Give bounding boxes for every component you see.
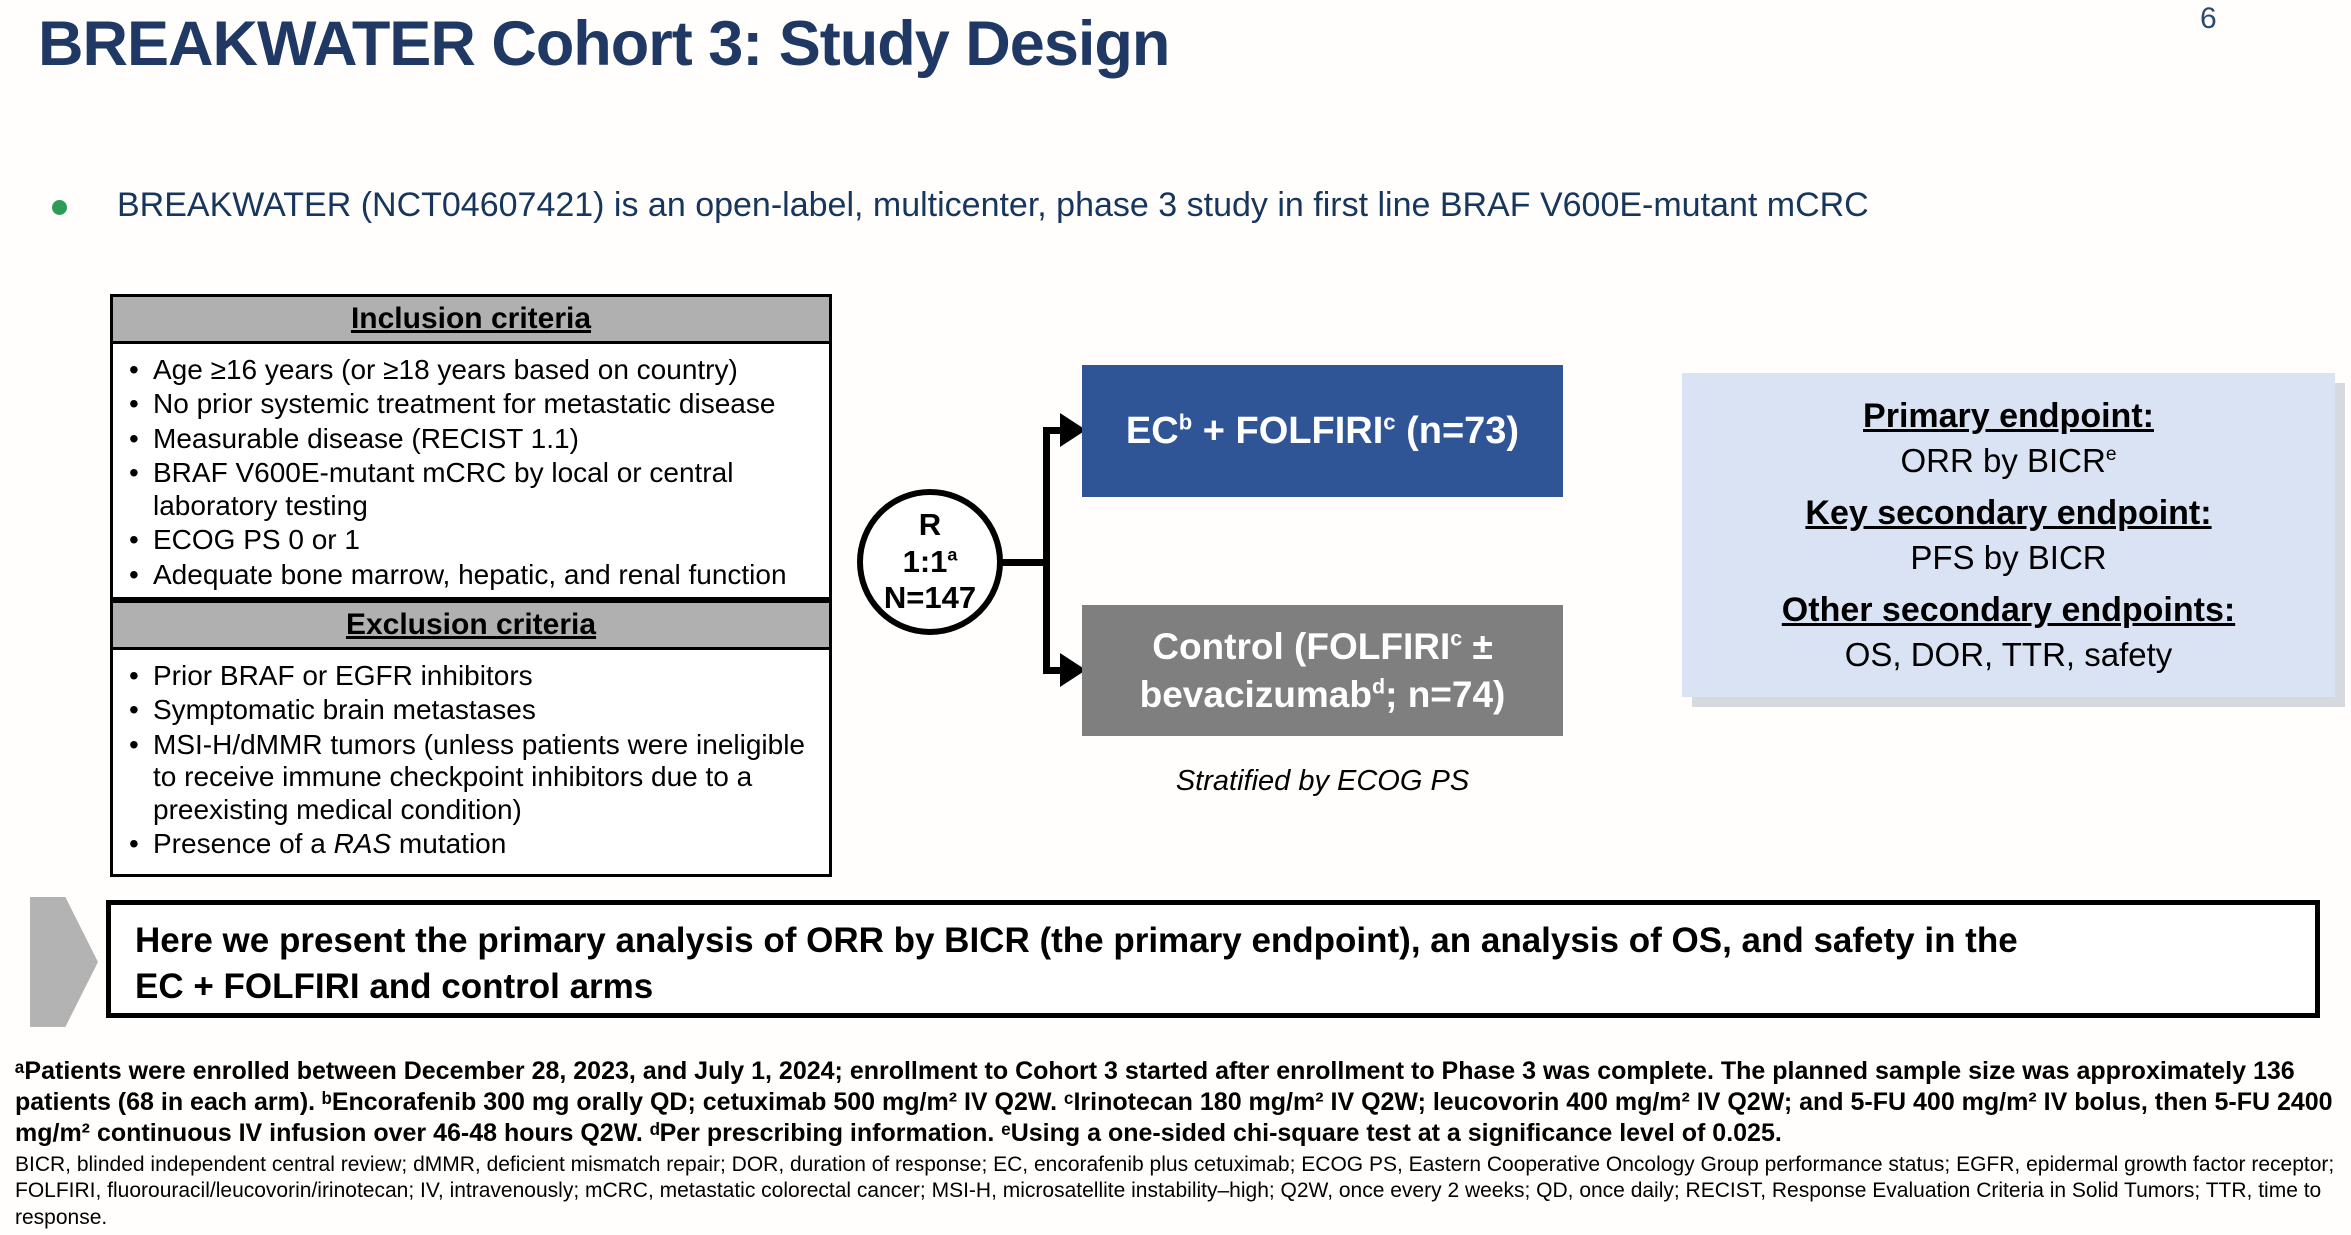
callout-arrow-icon <box>30 897 98 1027</box>
callout-line1: Here we present the primary analysis of ORR by BICR (the primary endpoint), an analysis of OS, and safety in the <box>135 921 2018 960</box>
randomization-n: N=147 <box>883 580 977 616</box>
control-arm-box <box>1082 605 1563 736</box>
slide-title: BREAKWATER Cohort 3: Study Design <box>38 9 1170 79</box>
text-fragment: ; n=74) <box>1385 673 1506 715</box>
randomization-r: R <box>918 507 942 543</box>
exclusion-criteria-list <box>110 650 832 877</box>
footnote-marker: e <box>2105 443 2117 465</box>
other-secondary-endpoints-value: OS, DOR, TTR, safety <box>1844 635 2173 673</box>
randomization-circle <box>857 489 1003 635</box>
endpoints-panel <box>1682 373 2335 697</box>
footnote-marker: c <box>1450 626 1463 651</box>
primary-endpoint-label: Primary endpoint: <box>1863 396 2154 435</box>
key-secondary-endpoint-value: PFS by BICR <box>1910 538 2107 576</box>
connector-line <box>1043 427 1050 674</box>
footnote-marker: c <box>1383 408 1396 434</box>
footnote-marker: d <box>1371 674 1386 699</box>
intro-text: BREAKWATER (NCT04607421) is an open-label, multicenter, phase 3 study in first line BRAF V600E-mutant mCRC <box>117 186 1869 224</box>
randomization-ratio <box>903 544 958 581</box>
list-item: • Measurable disease (RECIST 1.1) <box>121 423 823 455</box>
list-item: • No prior systemic treatment for metastatic disease <box>121 388 823 420</box>
list-item: • Prior BRAF or EGFR inhibitors <box>121 660 823 692</box>
footnotes: ᵃPatients were enrolled between December 28, 2023, and July 1, 2024; enrollment to Cohort 3 started after enrollment to Phase 3 was complete. The planned sample size was approximately 136 patients (68 in each arm). ᵇEncorafenib 300 mg orally QD; cetuximab 500 mg/m² IV Q2W. ᶜIrinotecan 180 mg/m² IV Q2W; leucovorin 400 mg/m² IV Q2W; and 5-FU 400 mg/m² IV bolus, then 5-FU 2400 mg/m² continuous IV infusion over 46-48 hours Q2W. ᵈPer prescribing information. ᵉUsing a one-sided chi-square test at a significance level of 0.025. <box>15 1057 2333 1147</box>
callout-box <box>106 900 2320 1018</box>
text-fragment: EC <box>1125 409 1179 452</box>
footnote-marker: a <box>947 544 958 565</box>
ratio-text: 1:1 <box>902 543 948 579</box>
experimental-arm-box <box>1082 365 1563 497</box>
experimental-arm-label <box>1126 410 1519 453</box>
list-item: • ECOG PS 0 or 1 <box>121 524 823 556</box>
primary-endpoint-value <box>1900 442 2116 480</box>
list-item: • Age ≥16 years (or ≥18 years based on country) <box>121 354 823 386</box>
control-arm-label-line2 <box>1140 671 1506 718</box>
footnote-marker: b <box>1178 408 1193 434</box>
other-secondary-endpoints-label: Other secondary endpoints: <box>1781 590 2236 629</box>
text-fragment: (n=73) <box>1395 409 1520 452</box>
list-item: • Symptomatic brain metastases <box>121 694 823 726</box>
list-item: • MSI-H/dMMR tumors (unless patients were ineligible to receive immune checkpoint inhibitors due to a preexisting medical condition) <box>121 729 823 826</box>
text-fragment: Control (FOLFIRI <box>1152 626 1451 668</box>
list-item: • Adequate bone marrow, hepatic, and renal function <box>121 559 823 591</box>
page-number: 6 <box>2200 2 2217 35</box>
exclusion-criteria-header: Exclusion criteria <box>110 600 832 650</box>
callout-line2: EC + FOLFIRI and control arms <box>135 966 654 1006</box>
text-fragment: + FOLFIRI <box>1192 409 1384 452</box>
bullet-icon <box>52 200 67 215</box>
gene-name: RAS <box>333 828 392 860</box>
list-item: • BRAF V600E-mutant mCRC by local or central laboratory testing <box>121 457 823 522</box>
criteria-panel <box>110 294 832 877</box>
intro-bullet-row <box>52 186 2312 225</box>
text-fragment: ORR by BICR <box>1900 441 2106 479</box>
stratification-note: Stratified by ECOG PS <box>1175 765 1470 797</box>
text-fragment: bevacizumab <box>1139 673 1372 715</box>
list-item <box>121 828 823 860</box>
text-fragment: mutation <box>391 828 507 860</box>
text-fragment: ± <box>1462 626 1493 668</box>
inclusion-criteria-header: Inclusion criteria <box>110 294 832 344</box>
abbreviations: BICR, blinded independent central review; dMMR, deficient mismatch repair; DOR, duration of response; EC, encorafenib plus cetuximab; ECOG PS, Eastern Cooperative Oncology Group performance status; EGFR, epidermal growth factor receptor; FOLFIRI, fluorouracil/leucovorin/irinotecan; IV, intravenously; mCRC, metastatic colorectal cancer; MSI-H, microsatellite instability–high; Q2W, once every 2 weeks; QD, once daily; RECIST, Response Evaluation Criteria in Solid Tumors; TTR, time to response. <box>15 1153 2335 1229</box>
text-fragment: Presence of a <box>153 828 334 860</box>
control-arm-label-line1 <box>1152 623 1493 670</box>
key-secondary-endpoint-label: Key secondary endpoint: <box>1805 493 2212 532</box>
inclusion-criteria-list <box>110 344 832 600</box>
connector-line <box>999 559 1049 566</box>
